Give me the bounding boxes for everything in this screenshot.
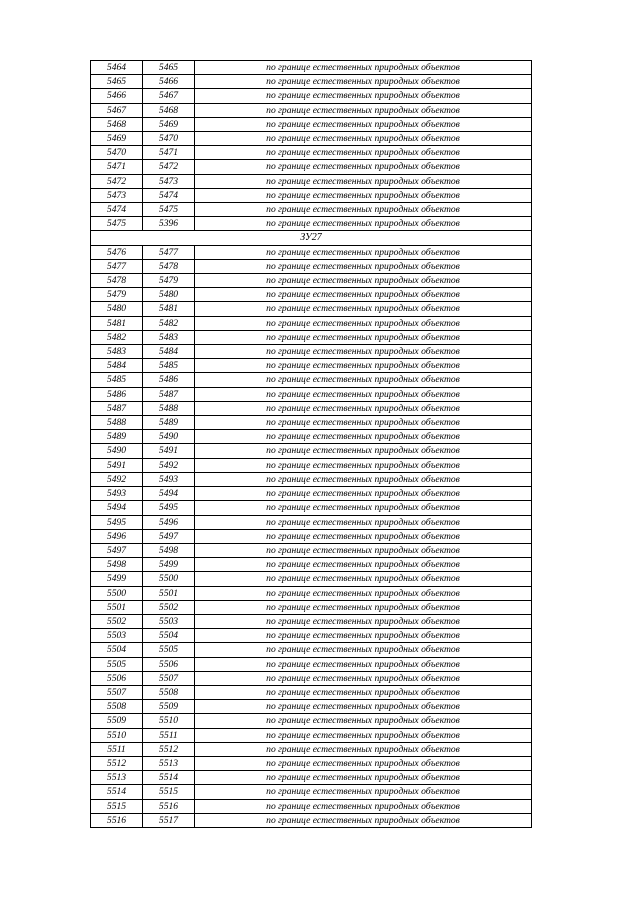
- table-row: [91, 245, 532, 259]
- from-point-cell: 5480: [91, 302, 143, 316]
- description-cell: по границе естественных природных объектов: [195, 586, 532, 600]
- table-row: [91, 387, 532, 401]
- to-point-cell: 5470: [143, 132, 195, 146]
- from-point-cell: 5464: [91, 61, 143, 75]
- to-point-cell: 5512: [143, 742, 195, 756]
- table-row: [91, 685, 532, 699]
- from-point-cell: 5516: [91, 813, 143, 827]
- to-point-cell: 5489: [143, 416, 195, 430]
- description-cell: по границе естественных природных объектов: [195, 685, 532, 699]
- table-row: [91, 61, 532, 75]
- from-point-cell: 5470: [91, 146, 143, 160]
- from-point-cell: 5511: [91, 742, 143, 756]
- from-point-cell: 5513: [91, 771, 143, 785]
- from-point-cell: 5483: [91, 345, 143, 359]
- table-row: [91, 614, 532, 628]
- to-point-cell: 5481: [143, 302, 195, 316]
- to-point-cell: 5513: [143, 756, 195, 770]
- from-point-cell: 5466: [91, 89, 143, 103]
- description-cell: по границе естественных природных объектов: [195, 614, 532, 628]
- table-row: [91, 501, 532, 515]
- to-point-cell: 5498: [143, 543, 195, 557]
- from-point-cell: 5502: [91, 614, 143, 628]
- table-row: [91, 799, 532, 813]
- to-point-cell: 5472: [143, 160, 195, 174]
- from-point-cell: 5469: [91, 132, 143, 146]
- description-cell: по границе естественных природных объектов: [195, 146, 532, 160]
- to-point-cell: 5483: [143, 330, 195, 344]
- to-point-cell: 5516: [143, 799, 195, 813]
- description-cell: по границе естественных природных объектов: [195, 288, 532, 302]
- description-cell: по границе естественных природных объектов: [195, 103, 532, 117]
- to-point-cell: 5492: [143, 458, 195, 472]
- from-point-cell: 5465: [91, 75, 143, 89]
- to-point-cell: 5508: [143, 685, 195, 699]
- to-point-cell: 5491: [143, 444, 195, 458]
- table-row: [91, 714, 532, 728]
- table-row: [91, 274, 532, 288]
- to-point-cell: 5494: [143, 487, 195, 501]
- to-point-cell: 5465: [143, 61, 195, 75]
- description-cell: по границе естественных природных объектов: [195, 657, 532, 671]
- from-point-cell: 5505: [91, 657, 143, 671]
- table-row: [91, 771, 532, 785]
- description-cell: по границе естественных природных объектов: [195, 600, 532, 614]
- to-point-cell: 5511: [143, 728, 195, 742]
- table-row: [91, 117, 532, 131]
- description-cell: по границе естественных природных объектов: [195, 387, 532, 401]
- to-point-cell: 5506: [143, 657, 195, 671]
- table-row: [91, 430, 532, 444]
- to-point-cell: 5396: [143, 217, 195, 231]
- to-point-cell: 5517: [143, 813, 195, 827]
- to-point-cell: 5474: [143, 188, 195, 202]
- from-point-cell: 5494: [91, 501, 143, 515]
- description-cell: по границе естественных природных объектов: [195, 714, 532, 728]
- from-point-cell: 5491: [91, 458, 143, 472]
- to-point-cell: 5471: [143, 146, 195, 160]
- description-cell: по границе естественных природных объектов: [195, 330, 532, 344]
- table-row: [91, 742, 532, 756]
- description-cell: по границе естественных природных объектов: [195, 188, 532, 202]
- from-point-cell: 5482: [91, 330, 143, 344]
- to-point-cell: 5488: [143, 401, 195, 415]
- description-cell: по границе естественных природных объектов: [195, 558, 532, 572]
- table-row: [91, 756, 532, 770]
- from-point-cell: 5514: [91, 785, 143, 799]
- description-cell: по границе естественных природных объектов: [195, 132, 532, 146]
- table-row: [91, 330, 532, 344]
- description-cell: по границе естественных природных объектов: [195, 487, 532, 501]
- from-point-cell: 5473: [91, 188, 143, 202]
- description-cell: по границе естественных природных объектов: [195, 245, 532, 259]
- from-point-cell: 5500: [91, 586, 143, 600]
- from-point-cell: 5475: [91, 217, 143, 231]
- from-point-cell: 5497: [91, 543, 143, 557]
- to-point-cell: 5505: [143, 643, 195, 657]
- table-row: [91, 629, 532, 643]
- to-point-cell: 5496: [143, 515, 195, 529]
- description-cell: по границе естественных природных объектов: [195, 430, 532, 444]
- table-row: [91, 586, 532, 600]
- table-row: [91, 700, 532, 714]
- from-point-cell: 5489: [91, 430, 143, 444]
- from-point-cell: 5503: [91, 629, 143, 643]
- section-label: ЗУ27: [91, 231, 532, 245]
- from-point-cell: 5506: [91, 671, 143, 685]
- description-cell: по границе естественных природных объектов: [195, 671, 532, 685]
- description-cell: по границе естественных природных объектов: [195, 472, 532, 486]
- from-point-cell: 5508: [91, 700, 143, 714]
- from-point-cell: 5467: [91, 103, 143, 117]
- description-cell: по границе естественных природных объектов: [195, 742, 532, 756]
- table-row: [91, 671, 532, 685]
- description-cell: по границе естественных природных объектов: [195, 728, 532, 742]
- table-row: [91, 217, 532, 231]
- boundary-description-table: [90, 60, 532, 828]
- from-point-cell: 5507: [91, 685, 143, 699]
- table-body: [91, 61, 532, 828]
- to-point-cell: 5504: [143, 629, 195, 643]
- description-cell: по границе естественных природных объектов: [195, 700, 532, 714]
- table-row: [91, 103, 532, 117]
- description-cell: по границе естественных природных объектов: [195, 515, 532, 529]
- to-point-cell: 5469: [143, 117, 195, 131]
- to-point-cell: 5486: [143, 373, 195, 387]
- table-row: [91, 487, 532, 501]
- from-point-cell: 5477: [91, 259, 143, 273]
- from-point-cell: 5510: [91, 728, 143, 742]
- from-point-cell: 5479: [91, 288, 143, 302]
- table-row: [91, 89, 532, 103]
- table-row: [91, 401, 532, 415]
- table-row: [91, 345, 532, 359]
- table-row: [91, 458, 532, 472]
- from-point-cell: 5509: [91, 714, 143, 728]
- to-point-cell: 5480: [143, 288, 195, 302]
- to-point-cell: 5468: [143, 103, 195, 117]
- from-point-cell: 5490: [91, 444, 143, 458]
- section-header-row: [91, 231, 532, 245]
- to-point-cell: 5507: [143, 671, 195, 685]
- table-row: [91, 316, 532, 330]
- description-cell: по границе естественных природных объектов: [195, 274, 532, 288]
- table-row: [91, 785, 532, 799]
- from-point-cell: 5484: [91, 359, 143, 373]
- to-point-cell: 5478: [143, 259, 195, 273]
- table-row: [91, 203, 532, 217]
- from-point-cell: 5487: [91, 401, 143, 415]
- to-point-cell: 5514: [143, 771, 195, 785]
- table-row: [91, 529, 532, 543]
- to-point-cell: 5490: [143, 430, 195, 444]
- from-point-cell: 5501: [91, 600, 143, 614]
- description-cell: по границе естественных природных объектов: [195, 416, 532, 430]
- from-point-cell: 5488: [91, 416, 143, 430]
- table-row: [91, 259, 532, 273]
- description-cell: по границе естественных природных объектов: [195, 543, 532, 557]
- description-cell: по границе естественных природных объектов: [195, 373, 532, 387]
- table-row: [91, 302, 532, 316]
- to-point-cell: 5500: [143, 572, 195, 586]
- description-cell: по границе естественных природных объектов: [195, 572, 532, 586]
- description-cell: по границе естественных природных объектов: [195, 529, 532, 543]
- to-point-cell: 5473: [143, 174, 195, 188]
- description-cell: по границе естественных природных объектов: [195, 643, 532, 657]
- to-point-cell: 5515: [143, 785, 195, 799]
- table-row: [91, 643, 532, 657]
- description-cell: по границе естественных природных объектов: [195, 756, 532, 770]
- table-row: [91, 600, 532, 614]
- to-point-cell: 5502: [143, 600, 195, 614]
- table-row: [91, 472, 532, 486]
- to-point-cell: 5475: [143, 203, 195, 217]
- description-cell: по границе естественных природных объектов: [195, 359, 532, 373]
- from-point-cell: 5472: [91, 174, 143, 188]
- from-point-cell: 5481: [91, 316, 143, 330]
- to-point-cell: 5503: [143, 614, 195, 628]
- description-cell: по границе естественных природных объектов: [195, 217, 532, 231]
- to-point-cell: 5467: [143, 89, 195, 103]
- to-point-cell: 5466: [143, 75, 195, 89]
- description-cell: по границе естественных природных объектов: [195, 771, 532, 785]
- table-row: [91, 515, 532, 529]
- from-point-cell: 5471: [91, 160, 143, 174]
- description-cell: по границе естественных природных объектов: [195, 160, 532, 174]
- to-point-cell: 5482: [143, 316, 195, 330]
- from-point-cell: 5499: [91, 572, 143, 586]
- to-point-cell: 5510: [143, 714, 195, 728]
- table-row: [91, 373, 532, 387]
- table-row: [91, 75, 532, 89]
- description-cell: по границе естественных природных объектов: [195, 259, 532, 273]
- from-point-cell: 5496: [91, 529, 143, 543]
- table-row: [91, 543, 532, 557]
- description-cell: по границе естественных природных объектов: [195, 785, 532, 799]
- from-point-cell: 5498: [91, 558, 143, 572]
- from-point-cell: 5478: [91, 274, 143, 288]
- to-point-cell: 5499: [143, 558, 195, 572]
- to-point-cell: 5501: [143, 586, 195, 600]
- description-cell: по границе естественных природных объектов: [195, 302, 532, 316]
- to-point-cell: 5484: [143, 345, 195, 359]
- description-cell: по границе естественных природных объектов: [195, 799, 532, 813]
- table-row: [91, 558, 532, 572]
- from-point-cell: 5468: [91, 117, 143, 131]
- table-row: [91, 146, 532, 160]
- table-row: [91, 132, 532, 146]
- to-point-cell: 5477: [143, 245, 195, 259]
- table-row: [91, 174, 532, 188]
- to-point-cell: 5487: [143, 387, 195, 401]
- description-cell: по границе естественных природных объектов: [195, 174, 532, 188]
- description-cell: по границе естественных природных объектов: [195, 316, 532, 330]
- description-cell: по границе естественных природных объектов: [195, 444, 532, 458]
- to-point-cell: 5485: [143, 359, 195, 373]
- description-cell: по границе естественных природных объектов: [195, 401, 532, 415]
- from-point-cell: 5512: [91, 756, 143, 770]
- description-cell: по границе естественных природных объектов: [195, 813, 532, 827]
- from-point-cell: 5485: [91, 373, 143, 387]
- to-point-cell: 5509: [143, 700, 195, 714]
- description-cell: по границе естественных природных объектов: [195, 61, 532, 75]
- to-point-cell: 5497: [143, 529, 195, 543]
- table-row: [91, 572, 532, 586]
- description-cell: по границе естественных природных объектов: [195, 75, 532, 89]
- description-cell: по границе естественных природных объектов: [195, 203, 532, 217]
- from-point-cell: 5515: [91, 799, 143, 813]
- description-cell: по границе естественных природных объектов: [195, 629, 532, 643]
- to-point-cell: 5495: [143, 501, 195, 515]
- from-point-cell: 5474: [91, 203, 143, 217]
- table-row: [91, 657, 532, 671]
- from-point-cell: 5476: [91, 245, 143, 259]
- from-point-cell: 5495: [91, 515, 143, 529]
- table-row: [91, 188, 532, 202]
- table-row: [91, 444, 532, 458]
- to-point-cell: 5479: [143, 274, 195, 288]
- from-point-cell: 5492: [91, 472, 143, 486]
- table-row: [91, 813, 532, 827]
- table-row: [91, 359, 532, 373]
- from-point-cell: 5493: [91, 487, 143, 501]
- from-point-cell: 5486: [91, 387, 143, 401]
- description-cell: по границе естественных природных объектов: [195, 117, 532, 131]
- description-cell: по границе естественных природных объектов: [195, 458, 532, 472]
- to-point-cell: 5493: [143, 472, 195, 486]
- description-cell: по границе естественных природных объектов: [195, 89, 532, 103]
- from-point-cell: 5504: [91, 643, 143, 657]
- table-row: [91, 160, 532, 174]
- table-row: [91, 416, 532, 430]
- table-row: [91, 728, 532, 742]
- description-cell: по границе естественных природных объектов: [195, 501, 532, 515]
- table-row: [91, 288, 532, 302]
- description-cell: по границе естественных природных объектов: [195, 345, 532, 359]
